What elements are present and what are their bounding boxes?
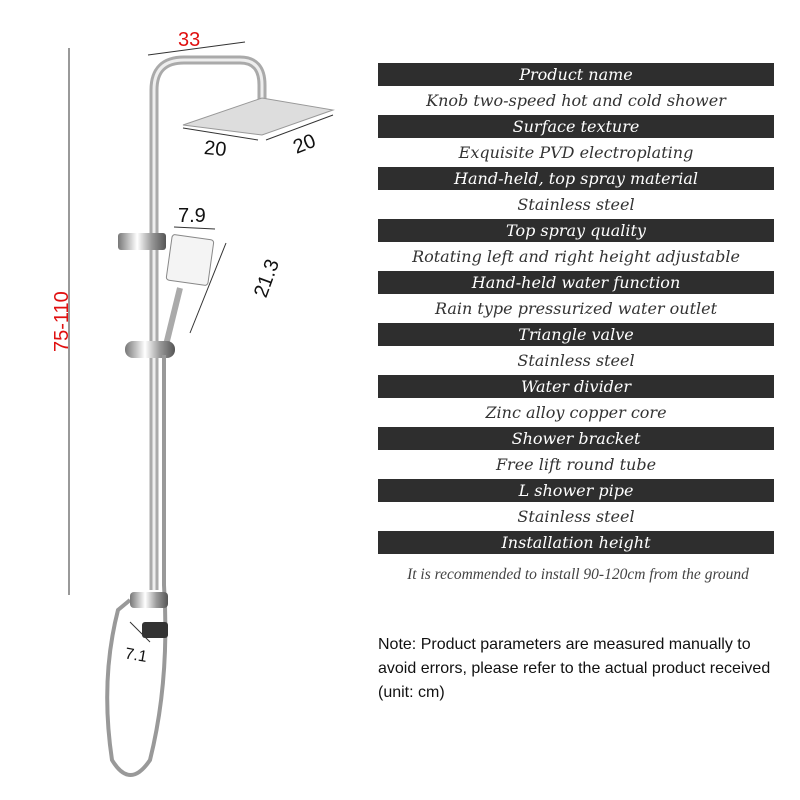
dim-valve-size: 7.1 [123,645,149,666]
handheld-holder [118,233,166,250]
spec-value: Stainless steel [517,195,635,214]
spec-label: L shower pipe [378,479,774,502]
spec-label: Hand-held water function [378,271,774,294]
dim-head-width: 20 [203,136,228,162]
spec-value: Rain type pressurized water outlet [434,299,718,318]
spec-value: Free lift round tube [495,455,657,474]
spec-label: Installation height [378,531,774,554]
spec-label: Surface texture [378,115,774,138]
water-divider [130,592,168,608]
measurement-note: Note: Product parameters are measured manually to avoid errors, please refer to the actual product received (unit: cm) [378,636,771,701]
spec-value: Knob two-speed hot and cold shower [426,91,726,110]
valve-knob [142,622,168,638]
handheld-shower [166,234,214,285]
spec-value: Zinc alloy copper core [485,403,667,422]
dim-top-width: 33 [178,29,201,51]
dim-head-depth: 20 [290,129,319,159]
slider-bracket [125,341,175,358]
spec-table [378,63,774,554]
spec-label: Top spray quality [378,219,774,242]
spec-value: Rotating left and right height adjustable [412,247,740,266]
spec-label: Triangle valve [378,323,774,346]
spec-value: Stainless steel [517,351,635,370]
spec-label: Product name [378,63,774,86]
spec-label: Water divider [378,375,774,398]
spec-value: Stainless steel [517,507,635,526]
dim-height-range: 75-110 [51,291,73,352]
install-recommendation: It is recommended to install 90-120cm from the ground [407,566,749,583]
dim-handheld-length: 21.3 [249,256,284,301]
dim-handheld-width: 7.9 [178,205,206,227]
spec-label: Hand-held, top spray material [378,167,774,190]
spec-label: Shower bracket [378,427,774,450]
spec-value: Exquisite PVD electroplating [458,143,694,162]
